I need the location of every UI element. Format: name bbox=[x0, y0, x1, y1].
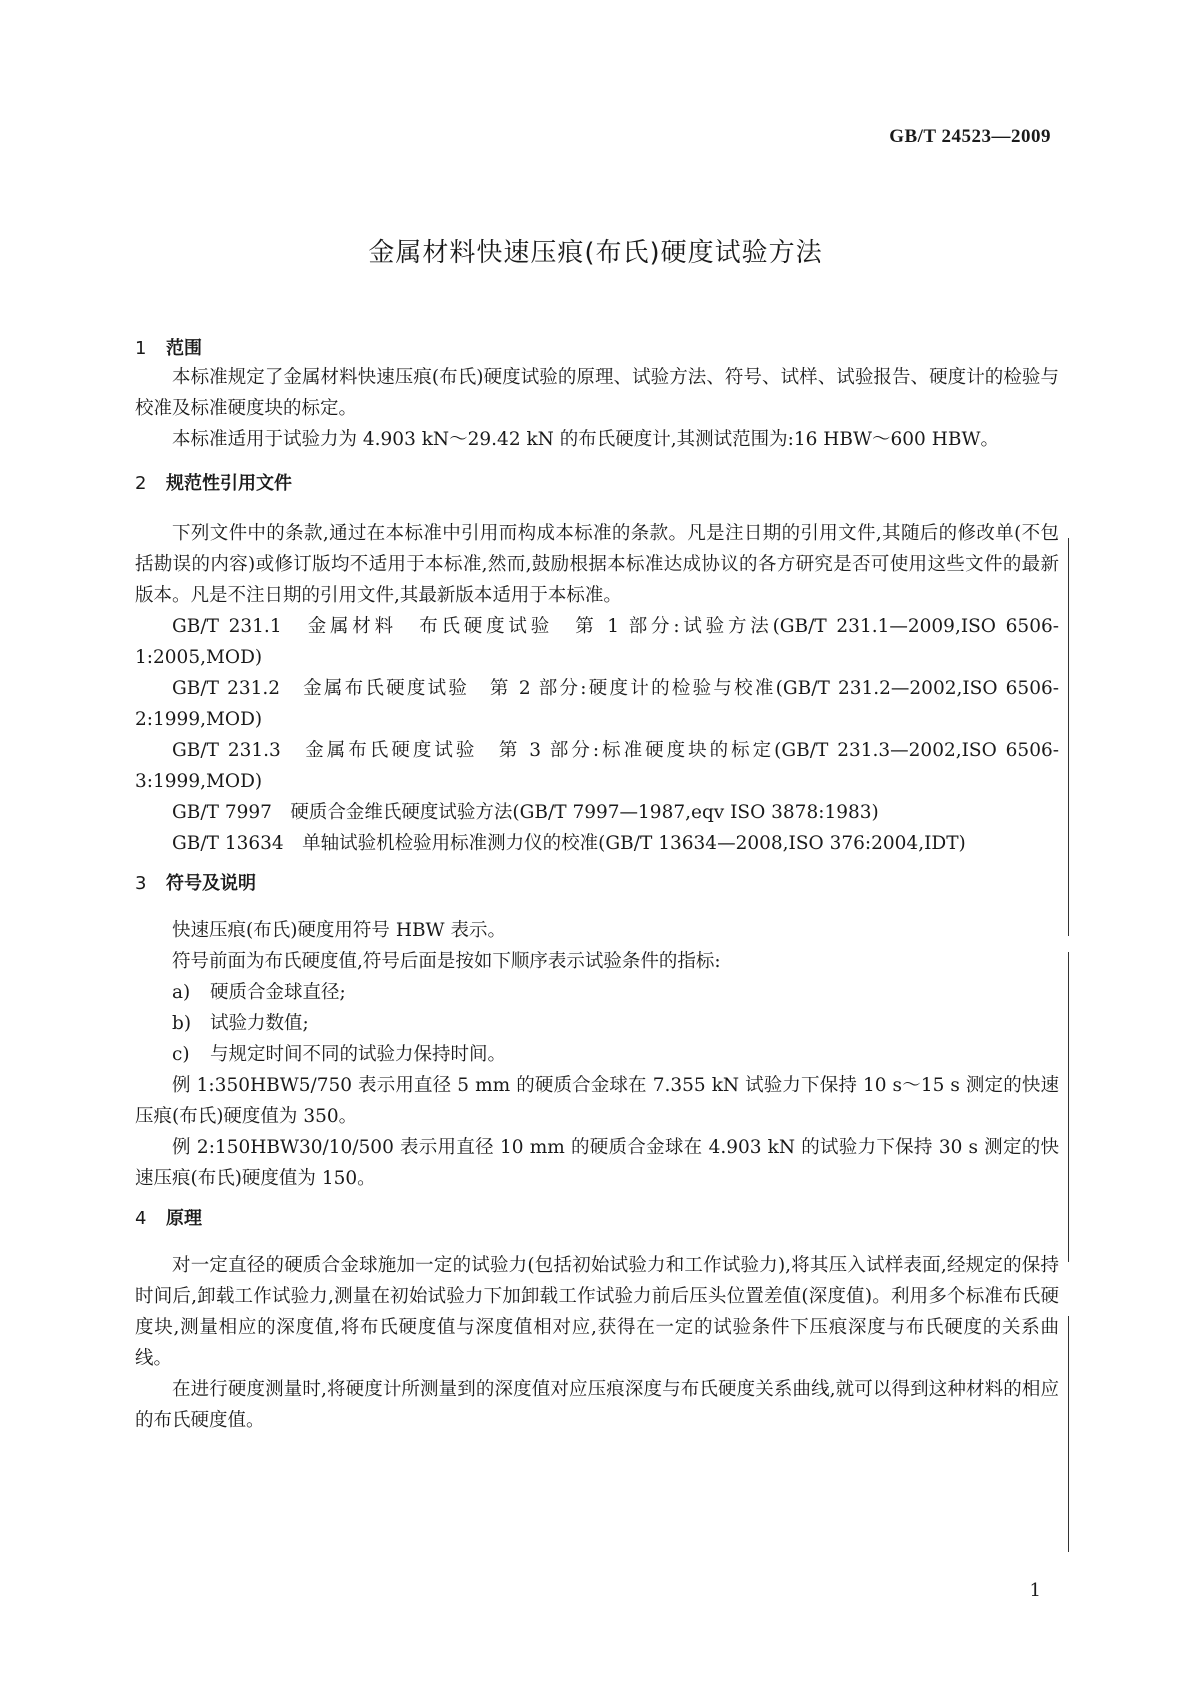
list-item bbox=[135, 1008, 1059, 1039]
list-item bbox=[135, 1039, 1059, 1070]
paragraph: 下列文件中的条款,通过在本标准中引用而构成本标准的条款。凡是注日期的引用文件,其随后的修改单(不包括勘误的内容)或修订版均不适用于本标准,然而,鼓励根据本标准达成协议的各方研究是否可使用这些文件的最新版本。凡是不注日期的引用文件,其最新版本适用于本标准。 bbox=[135, 523, 1059, 606]
reference-entry: GB/T 13634 单轴试验机检验用标准测力仪的校准(GB/T 13634—2008,ISO 376:2004,IDT) bbox=[172, 833, 966, 854]
section-principle bbox=[135, 1206, 1059, 1436]
paragraph: 本标准适用于试验力为 4.903 kN～29.42 kN 的布氏硬度计,其测试范围为:16 HBW～600 HBW。 bbox=[172, 429, 999, 450]
section-heading bbox=[135, 471, 1059, 497]
section-heading bbox=[135, 871, 1059, 897]
section-title: 符号及说明 bbox=[166, 873, 256, 894]
section-scope bbox=[135, 336, 1059, 455]
section-normative-references bbox=[135, 471, 1059, 859]
reference-entry: GB/T 231.1 金属材料 布氏硬度试验 第 1 部分:试验方法(GB/T 231.1—2009,ISO 6506-1:2005,MOD) bbox=[135, 616, 1059, 668]
revision-bar bbox=[1068, 952, 1069, 1262]
section-heading bbox=[135, 1206, 1059, 1232]
section-number: 3 bbox=[135, 873, 147, 894]
section-title: 原理 bbox=[166, 1208, 202, 1229]
reference-entry: GB/T 231.3 金属布氏硬度试验 第 3 部分:标准硬度块的标定(GB/T 231.3—2002,ISO 6506-3:1999,MOD) bbox=[135, 740, 1059, 792]
list-item-text: 与规定时间不同的试验力保持时间。 bbox=[210, 1044, 507, 1065]
document-body bbox=[135, 336, 1059, 1436]
section-title: 规范性引用文件 bbox=[166, 473, 292, 494]
section-number: 1 bbox=[135, 338, 147, 359]
section-number: 4 bbox=[135, 1208, 147, 1229]
list-item-label: c) bbox=[172, 1044, 190, 1065]
list-item-label: b) bbox=[172, 1013, 192, 1034]
list-item-text: 试验力数值; bbox=[210, 1013, 309, 1034]
paragraph: 在进行硬度测量时,将硬度计所测量到的深度值对应压痕深度与布氏硬度关系曲线,就可以得到这种材料的相应的布氏硬度值。 bbox=[135, 1379, 1059, 1431]
example-paragraph: 例 2:150HBW30/10/500 表示用直径 10 mm 的硬质合金球在 4.903 kN 的试验力下保持 30 s 测定的快速压痕(布氏)硬度值为 150。 bbox=[135, 1137, 1059, 1189]
section-number: 2 bbox=[135, 473, 147, 494]
list-item-text: 硬质合金球直径; bbox=[210, 982, 346, 1003]
paragraph: 快速压痕(布氏)硬度用符号 HBW 表示。 bbox=[172, 920, 506, 941]
standard-code: GB/T 24523—2009 bbox=[889, 126, 1051, 147]
paragraph: 符号前面为布氏硬度值,符号后面是按如下顺序表示试验条件的指标: bbox=[172, 951, 721, 972]
reference-entry: GB/T 231.2 金属布氏硬度试验 第 2 部分:硬度计的检验与校准(GB/T 231.2—2002,ISO 6506-2:1999,MOD) bbox=[135, 678, 1059, 730]
list-item bbox=[135, 977, 1059, 1008]
section-heading bbox=[135, 336, 1059, 362]
document-title: 金属材料快速压痕(布氏)硬度试验方法 bbox=[368, 238, 823, 268]
paragraph: 对一定直径的硬质合金球施加一定的试验力(包括初始试验力和工作试验力),将其压入试样表面,经规定的保持时间后,卸载工作试验力,测量在初始试验力下加卸载工作试验力前后压头位置差值(深度值)。利用多个标准布氏硬度块,测量相应的深度值,将布氏硬度值与深度值相对应,获得在一定的试验条件下压痕深度与布氏硬度的关系曲线。 bbox=[135, 1255, 1059, 1369]
revision-bar bbox=[1068, 538, 1069, 936]
page-number: 1 bbox=[1029, 1580, 1041, 1601]
paragraph: 本标准规定了金属材料快速压痕(布氏)硬度试验的原理、试验方法、符号、试样、试验报告、硬度计的检验与校准及标准硬度块的标定。 bbox=[135, 367, 1059, 419]
revision-bar bbox=[1068, 1316, 1069, 1552]
section-title: 范围 bbox=[166, 338, 202, 359]
section-symbols bbox=[135, 871, 1059, 1194]
reference-entry: GB/T 7997 硬质合金维氏硬度试验方法(GB/T 7997—1987,eqv ISO 3878:1983) bbox=[172, 802, 879, 823]
example-paragraph: 例 1:350HBW5/750 表示用直径 5 mm 的硬质合金球在 7.355 kN 试验力下保持 10 s～15 s 测定的快速压痕(布氏)硬度值为 350。 bbox=[135, 1075, 1059, 1127]
list-item-label: a) bbox=[172, 982, 191, 1003]
